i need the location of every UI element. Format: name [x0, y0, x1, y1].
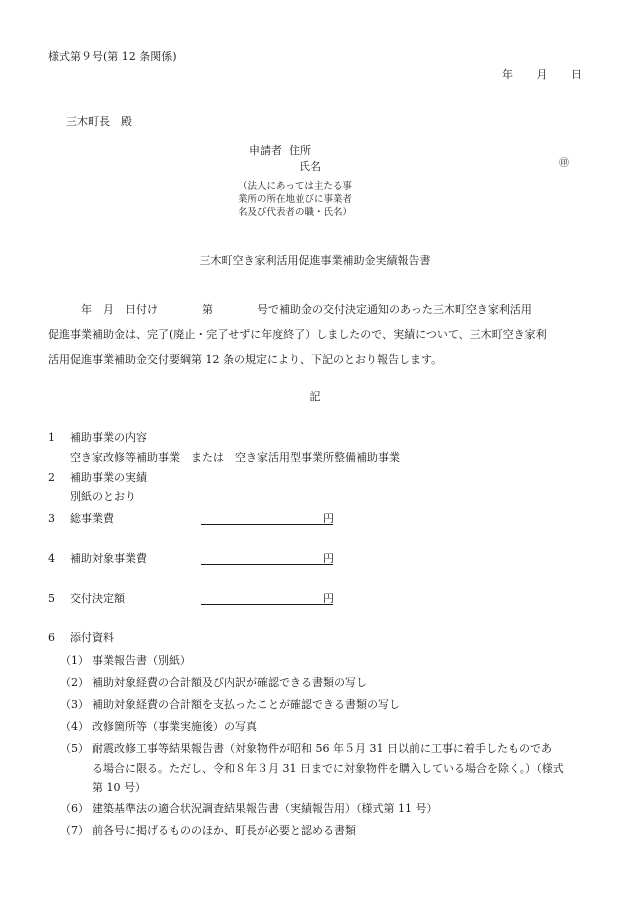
- attachment-text: 補助対象経費の合計額を支払ったことが確認できる書類の写し: [92, 698, 400, 711]
- attachment-7: [60, 824, 356, 837]
- item-number: 5: [48, 591, 55, 605]
- attachment-text: 建築基準法の適合状況調査結果報告書（実績報告用）（様式第 11 号）: [92, 802, 438, 815]
- amount-blank-line: [201, 591, 333, 605]
- item-number: 1: [48, 431, 55, 444]
- date-month: 月: [536, 68, 548, 81]
- attachment-3: [60, 698, 400, 711]
- body-line-1: 年 月 日付け 第 号で補助金の交付決定通知のあった三木町空き家利活用: [81, 303, 532, 316]
- attachment-5: [60, 742, 552, 755]
- document-title: 三木町空き家利活用促進事業補助金実績報告書: [199, 254, 431, 267]
- attachment-text: 改修箇所等（事業実施後）の写真: [92, 720, 257, 733]
- item-2: [48, 471, 147, 484]
- attachment-text: 事業報告書（別紙）: [92, 654, 191, 667]
- item-2-detail: 別紙のとおり: [70, 490, 136, 503]
- item-number: 2: [48, 471, 55, 484]
- body-paragraph: [48, 297, 592, 372]
- attachment-number: （6）: [60, 802, 89, 815]
- item-label: 補助事業の内容: [70, 431, 147, 444]
- attachment-number: （7）: [60, 824, 89, 837]
- yen-unit: 円: [323, 591, 334, 605]
- date-line: [502, 68, 582, 81]
- attachment-number: （1）: [60, 654, 89, 667]
- addressee: 三木町長 殿: [66, 115, 132, 128]
- amount-blank-line: [201, 511, 333, 525]
- attachment-text: 補助対象経費の合計額及び内訳が確認できる書類の写し: [92, 676, 367, 689]
- item-5: [48, 591, 334, 605]
- item-3: [48, 511, 334, 525]
- ki-heading: 記: [309, 390, 321, 403]
- item-1: [48, 431, 147, 444]
- attachment-2: [60, 676, 367, 689]
- item-1-detail: 空き家改修等補助事業 または 空き家活用型事業所整備補助事業: [70, 451, 400, 464]
- yen-unit: 円: [323, 511, 334, 525]
- body-line-2: 促進事業補助金は、完了(廃止・完了せずに年度終了）しましたので、実績について、三木町空き家利: [48, 328, 547, 341]
- applicant-block: [249, 144, 321, 173]
- date-year: 年: [502, 68, 513, 81]
- amount-blank-line: [201, 551, 333, 565]
- attachment-number: （5）: [60, 742, 89, 755]
- attachment-4: [60, 720, 257, 733]
- item-number: 6: [48, 631, 55, 644]
- attachment-text: 前各号に掲げるもののほか、町長が必要と認める書類: [92, 824, 356, 837]
- item-number: 3: [48, 511, 55, 525]
- applicant-label: 申請者: [249, 144, 282, 157]
- item-label: 補助対象事業費: [70, 551, 147, 565]
- attachment-text-line-1: 耐震改修工事等結果報告書（対象物件が昭和 56 年５月 31 日以前に工事に着手したものであ: [92, 742, 552, 755]
- attachment-5-line-2: る場合に限る。ただし、令和８年３月 31 日までに対象物件を購入している場合を除く。）（様式: [92, 762, 564, 775]
- body-line-3: 活用促進事業補助金交付要綱第 12 条の規定により、下記のとおり報告します。: [48, 353, 443, 366]
- date-day: 日: [571, 68, 582, 81]
- attachment-number: （2）: [60, 676, 89, 689]
- attachment-1: [60, 654, 191, 667]
- attachment-5-line-3: 第 10 号）: [92, 781, 146, 794]
- item-number: 4: [48, 551, 55, 565]
- item-label: 補助事業の実績: [70, 471, 147, 484]
- attachment-number: （3）: [60, 698, 89, 711]
- address-label: 住所: [289, 144, 311, 157]
- item-label: 交付決定額: [70, 591, 125, 605]
- item-label: 総事業費: [70, 511, 114, 525]
- attachment-6: [60, 802, 438, 815]
- yen-unit: 円: [323, 551, 334, 565]
- form-number: 様式第９号(第 12 条関係): [48, 50, 177, 63]
- item-6: [48, 631, 114, 644]
- applicant-note: （法人にあっては主たる事業所の所在地並びに事業者名及び代表者の職・氏名）: [238, 181, 353, 218]
- attachment-number: （4）: [60, 720, 89, 733]
- seal-mark: ㊞: [559, 158, 569, 169]
- item-label: 添付資料: [70, 631, 114, 644]
- name-label: 氏名: [299, 160, 321, 174]
- item-4: [48, 551, 334, 565]
